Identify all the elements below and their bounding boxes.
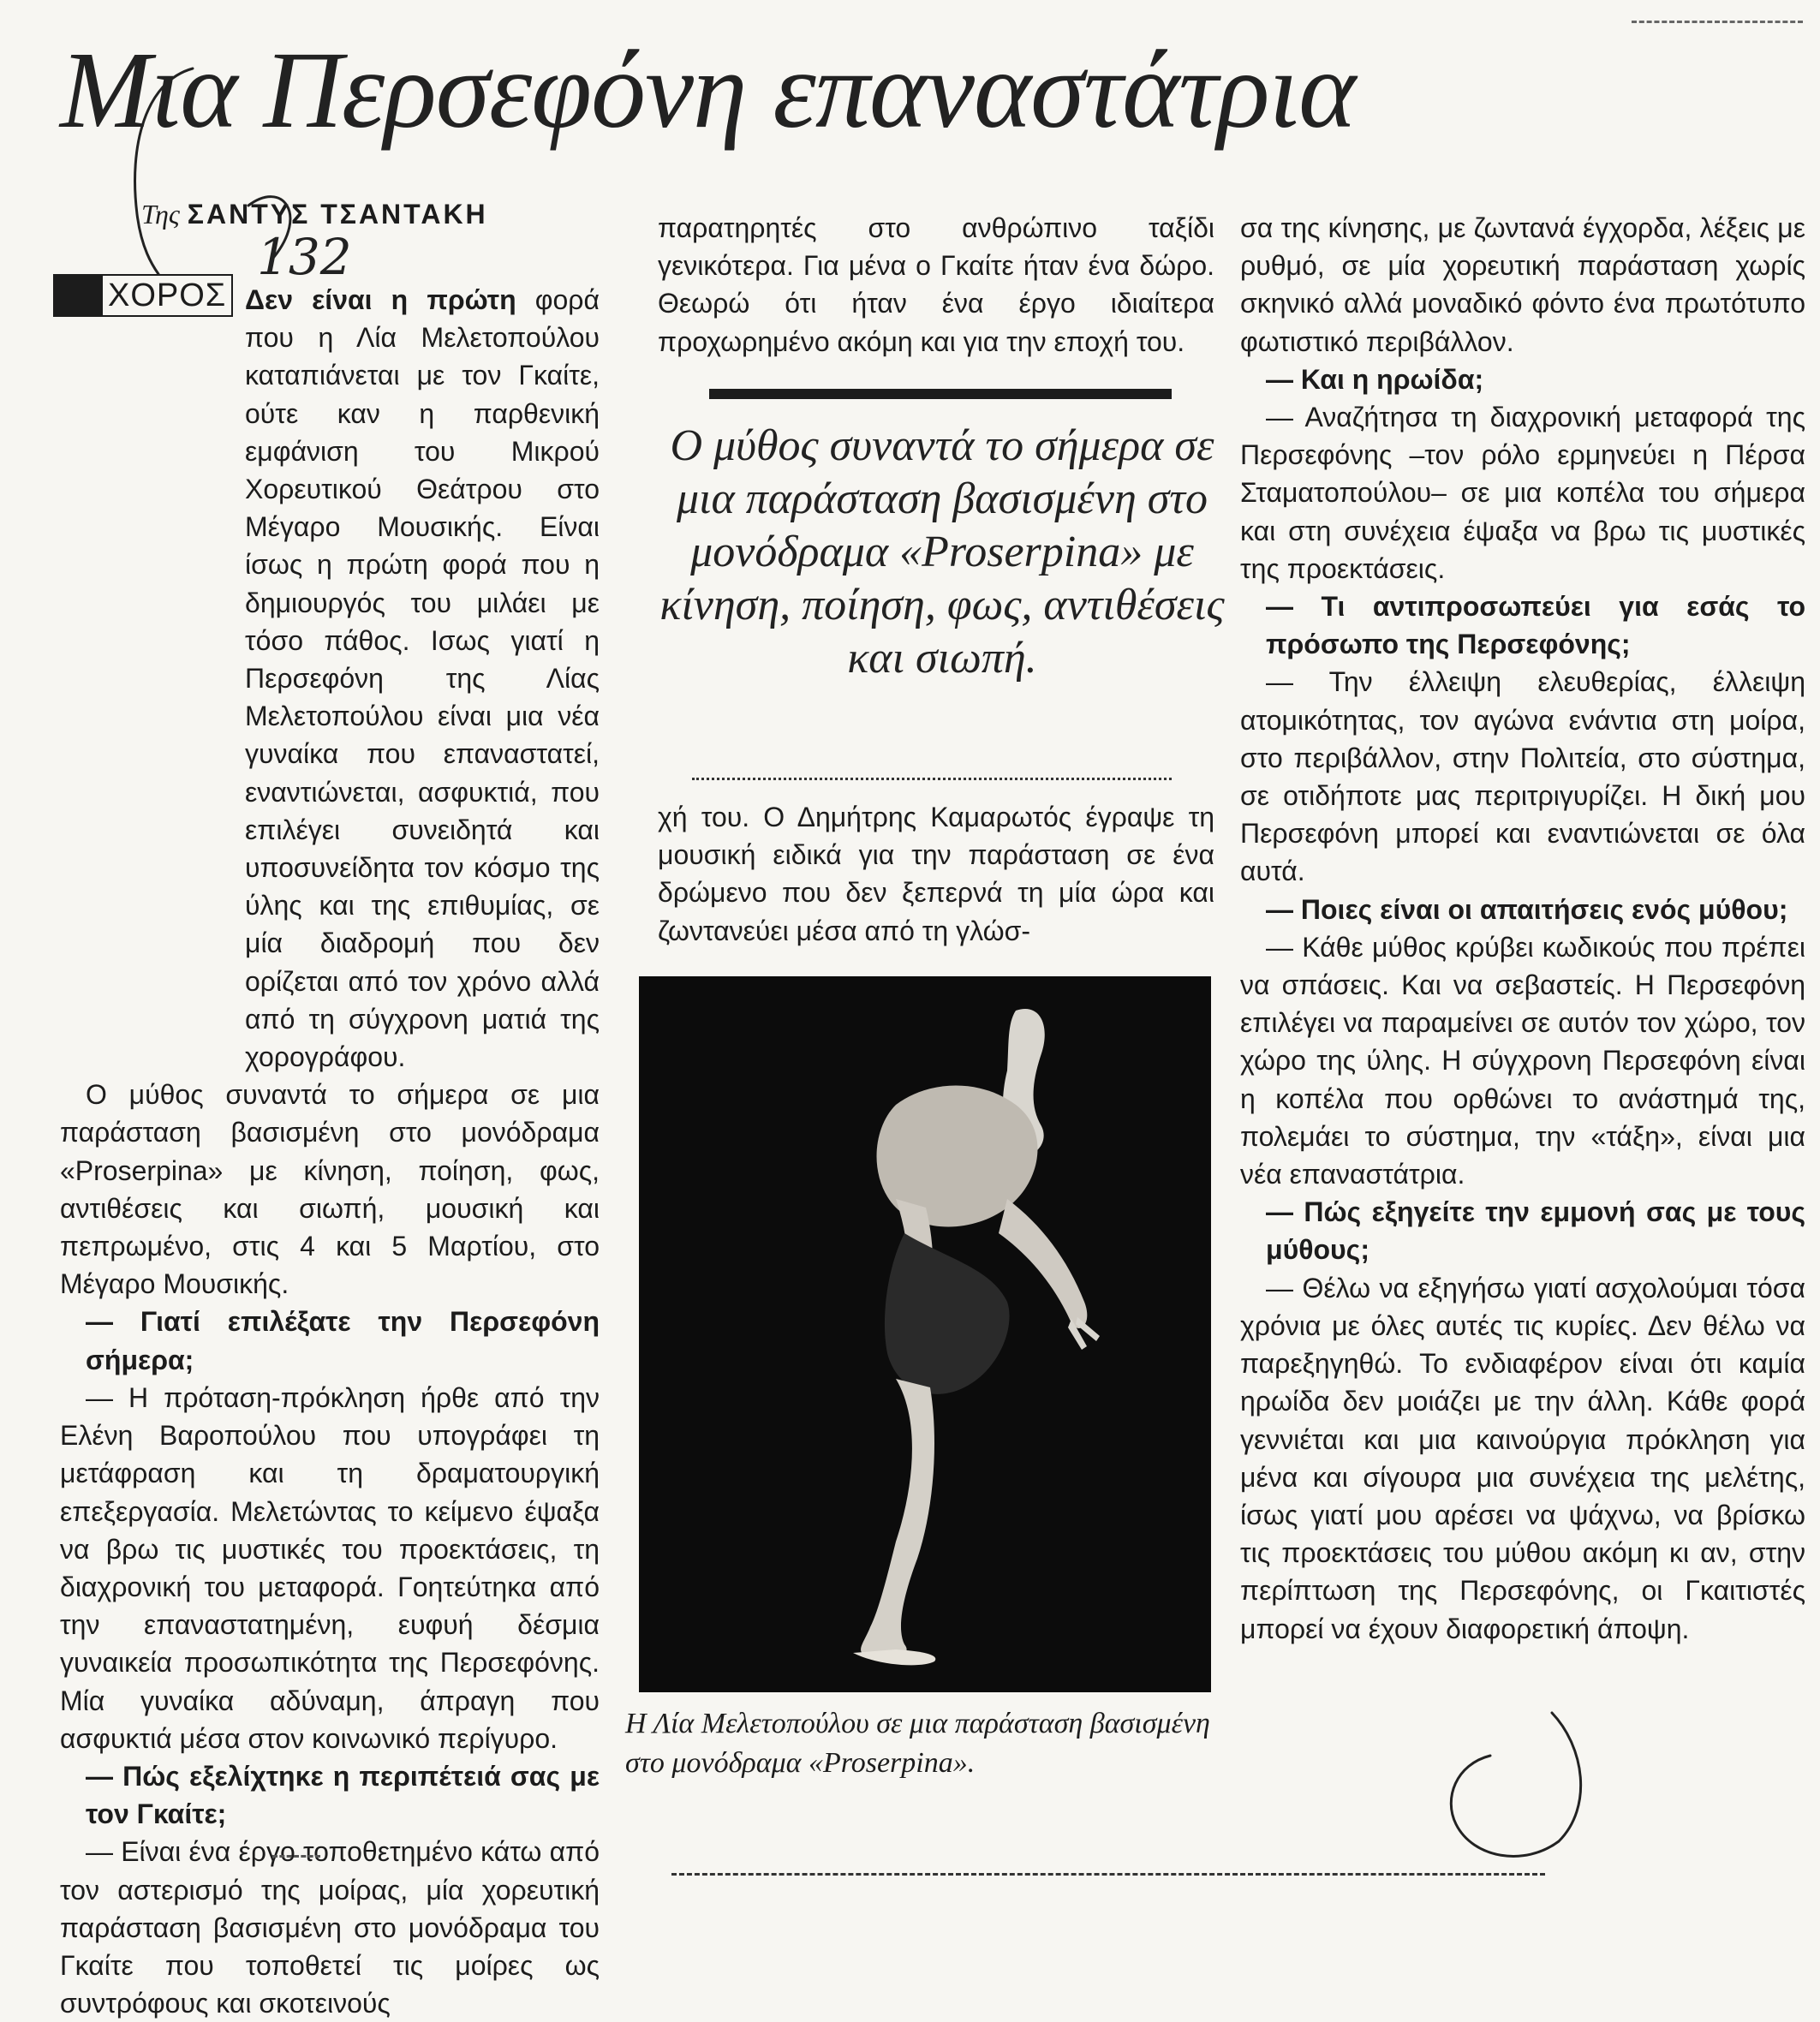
headline: Μια Περσεφόνη επαναστάτρια bbox=[60, 29, 1356, 151]
small-dashed-rule bbox=[272, 1855, 320, 1858]
byline-prefix: Της bbox=[141, 199, 180, 230]
paragraph-intro: Ο μύθος συναντά το σήμερα σε μια παράσταση βασισμένη στο μονόδραμα «Proserpina» με κίνηση, ποίηση, φως, αντιθέσεις και σιωπή, μουσική και πεπρωμένο, στις 4 και 5 Μαρτίου, στο Μέγαρο Μουσικής. bbox=[60, 1079, 600, 1300]
question-1: — Γιατί επιλέξατε την Περσεφόνη σήμερα; bbox=[86, 1306, 600, 1375]
photo-caption: Η Λία Μελετοπούλου σε μια παράσταση βασισμένη στο μονόδραμα «Proserpina». bbox=[625, 1708, 1210, 1779]
section-label-text: ΧΟΡΟΣ bbox=[101, 274, 233, 317]
answer-1: — Η πρόταση-πρόκληση ήρθε από την Ελένη Βαροπούλου που υπογράφει τη μετάφραση και τη δραματουργική επεξεργασία. Μελετώντας το κείμενο έψαξα να βρω τις μυστικές του προεκτάσεις, τη διαχρονική του μεταφορά. Γοητεύτηκα από την επαναστατημένη, ευφυή δέσμια γυναικεία προσωπικότητα της Περσεφόνης. Μία γυναίκα αδύναμη, άπραγη που ασφυκτιά μέσα στον κοινωνικό περίγυρο. bbox=[60, 1381, 600, 1754]
pullquote-top-rule bbox=[709, 389, 1172, 399]
corner-dashed-rule bbox=[1632, 21, 1803, 23]
lead-paragraph-wrapper bbox=[60, 281, 600, 1076]
pullquote: Ο μύθος συναντά το σήμερα σε μια παράσταση βασισμένη στο μονόδραμα «Proserpina» με κίνηση, ποίηση, φως, αντιθέσεις και σιωπή. bbox=[659, 421, 1225, 683]
section-label bbox=[53, 272, 233, 319]
question-4: — Τι αντιπροσωπεύει για εσάς το πρόσωπο της Περσεφόνης; bbox=[1266, 591, 1805, 660]
section-label-block bbox=[53, 274, 101, 317]
dancer-photo bbox=[639, 976, 1211, 1692]
column-2-bottom bbox=[658, 798, 1214, 950]
column-2-bottom-text: χή του. Ο Δημήτρης Καμαρωτός έγραψε τη μουσική ειδικά για την παράσταση σε ένα δρώμενο που δεν ξεπερνά τη μία ώρα και ζωντανεύει μέσα από τη γλώσ- bbox=[658, 802, 1214, 946]
answer-6: — Θέλω να εξηγήσω γιατί ασχολούμαι τόσα χρόνια με όλες αυτές τις κυρίες. Δεν θέλω να παρεξηγηθώ. Το ενδιαφέρον είναι ότι καμία ηρωίδα δεν μοιάζει με την άλλη. Κάθε φορά γεννιέται και μια καινούργια πρόκληση για μένα και σίγουρα μια συνέχεια της μελέτης, ίσως γιατί μου αρέσει να ψάχνω, να βρίσκω τις προεκτάσεις του μύθου ακόμη κι αν, στην περίπτωση της Περσεφόνης, οι Γκαιτιστές μπορεί να έχουν διαφορετική άποψη. bbox=[1240, 1272, 1805, 1644]
column-3 bbox=[1240, 209, 1805, 1648]
column-2-top bbox=[658, 209, 1214, 361]
lead-paragraph bbox=[245, 281, 600, 1076]
pullquote-bottom-rule bbox=[692, 778, 1172, 780]
question-5: — Ποιες είναι οι απαιτήσεις ενός μύθου; bbox=[1266, 893, 1788, 925]
lead-text: φορά που η Λία Μελετοπούλου καταπιάνεται με τον Γκαίτε, ούτε καν η παρθενική εμφάνιση του Μικρού Χορευτικού Θεάτρου στο Μέγαρο Μουσικής. Είναι ίσως η πρώτη φορά που η δημιουργός του μιλάει με τόσο πάθος. Ισως γιατί η Περσεφόνη της Λίας Μελετοπούλου είναι μια νέα γυναίκα που επαναστατεί, εναντιώνεται, ασφυκτιά, που επιλέγει συνειδητά και υποσυνείδητα τον κόσμο της ύλης και της επιθυμίας, σε μία διαδρομή που δεν ορίζεται από τον χρόνο αλλά από τη σύγχρονη ματιά της χορογράφου. bbox=[245, 284, 600, 1073]
lead-bold: Δεν είναι η πρώτη bbox=[245, 284, 516, 315]
column-1 bbox=[60, 281, 600, 2022]
answer-3: — Αναζήτησα τη διαχρονική μεταφορά της Περσεφόνης –τον ρόλο ερμηνεύει η Πέρσα Σταματοπούλου– σε μια κοπέλα του σήμερα και στη συνέχεια έψαξα να βρω τις μυστικές της προεκτάσεις. bbox=[1240, 402, 1805, 584]
question-3: — Και η ηρωίδα; bbox=[1266, 363, 1484, 395]
dancer-figure bbox=[639, 976, 1211, 1692]
column-3-top-text: σα της κίνησης, με ζωντανά έγχορδα, λέξεις με ρυθμό, σε μία χορευτική παράσταση χωρίς σκηνικό αλλά μοναδικό φόντο ένα πρωτότυπο φωτιστικό περιβάλλον. bbox=[1240, 212, 1805, 357]
question-6: — Πώς εξηγείτε την εμμονή σας με τους μύθους; bbox=[1266, 1196, 1805, 1266]
column-2-top-text: παρατηρητές στο ανθρώπινο ταξίδι γενικότερα. Για μένα ο Γκαίτε ήταν ένα δώρο. Θεωρώ ότι ήταν ένα έργο ιδιαίτερα προχωρημένο ακόμη και για την εποχή του. bbox=[658, 212, 1214, 357]
question-2: — Πώς εξελίχτηκε η περιπέτειά σας με τον Γκαίτε; bbox=[86, 1760, 600, 1830]
handwritten-number: 132 bbox=[257, 228, 352, 286]
byline bbox=[141, 195, 488, 233]
answer-5: — Κάθε μύθος κρύβει κωδικούς που πρέπει να σπάσεις. Και να σεβαστείς. Η Περσεφόνη επιλέγει να παραμείνει σε αυτόν τον χώρο, τον χώρο της ύλης. Η σύγχρονη Περσεφόνη είναι η κοπέλα που ορθώνει το ανάστημά της, πολεμάει το σύστημα, την «τάξη», είναι μια νέα επαναστάτρια. bbox=[1240, 931, 1805, 1190]
byline-author: ΣΑΝΤΥΣ ΤΣΑΝΤΑΚΗ bbox=[187, 199, 488, 230]
bottom-dashed-rule bbox=[671, 1873, 1545, 1876]
answer-4: — Την έλλειψη ελευθερίας, έλλειψη ατομικότητας, τον αγώνα ενάντια στη μοίρα, στο περιβάλλον, στην Πολιτεία, στο σύστημα, σε οτιδήποτε μας περιτριγυρίζει. Η δική μου Περσεφόνη μπορεί και εναντιώνεται σε όλα αυτά. bbox=[1240, 666, 1805, 887]
answer-2: — Είναι ένα έργο τοποθετημένο κάτω από τον αστερισμό της μοίρας, μία χορευτική παράσταση βασισμένη στο μονόδραμα του Γκαίτε που τοποθετεί τις μοίρες ως συντρόφους και σκοτεινούς bbox=[60, 1836, 600, 2019]
pen-stroke-loop bbox=[1451, 1713, 1580, 1856]
